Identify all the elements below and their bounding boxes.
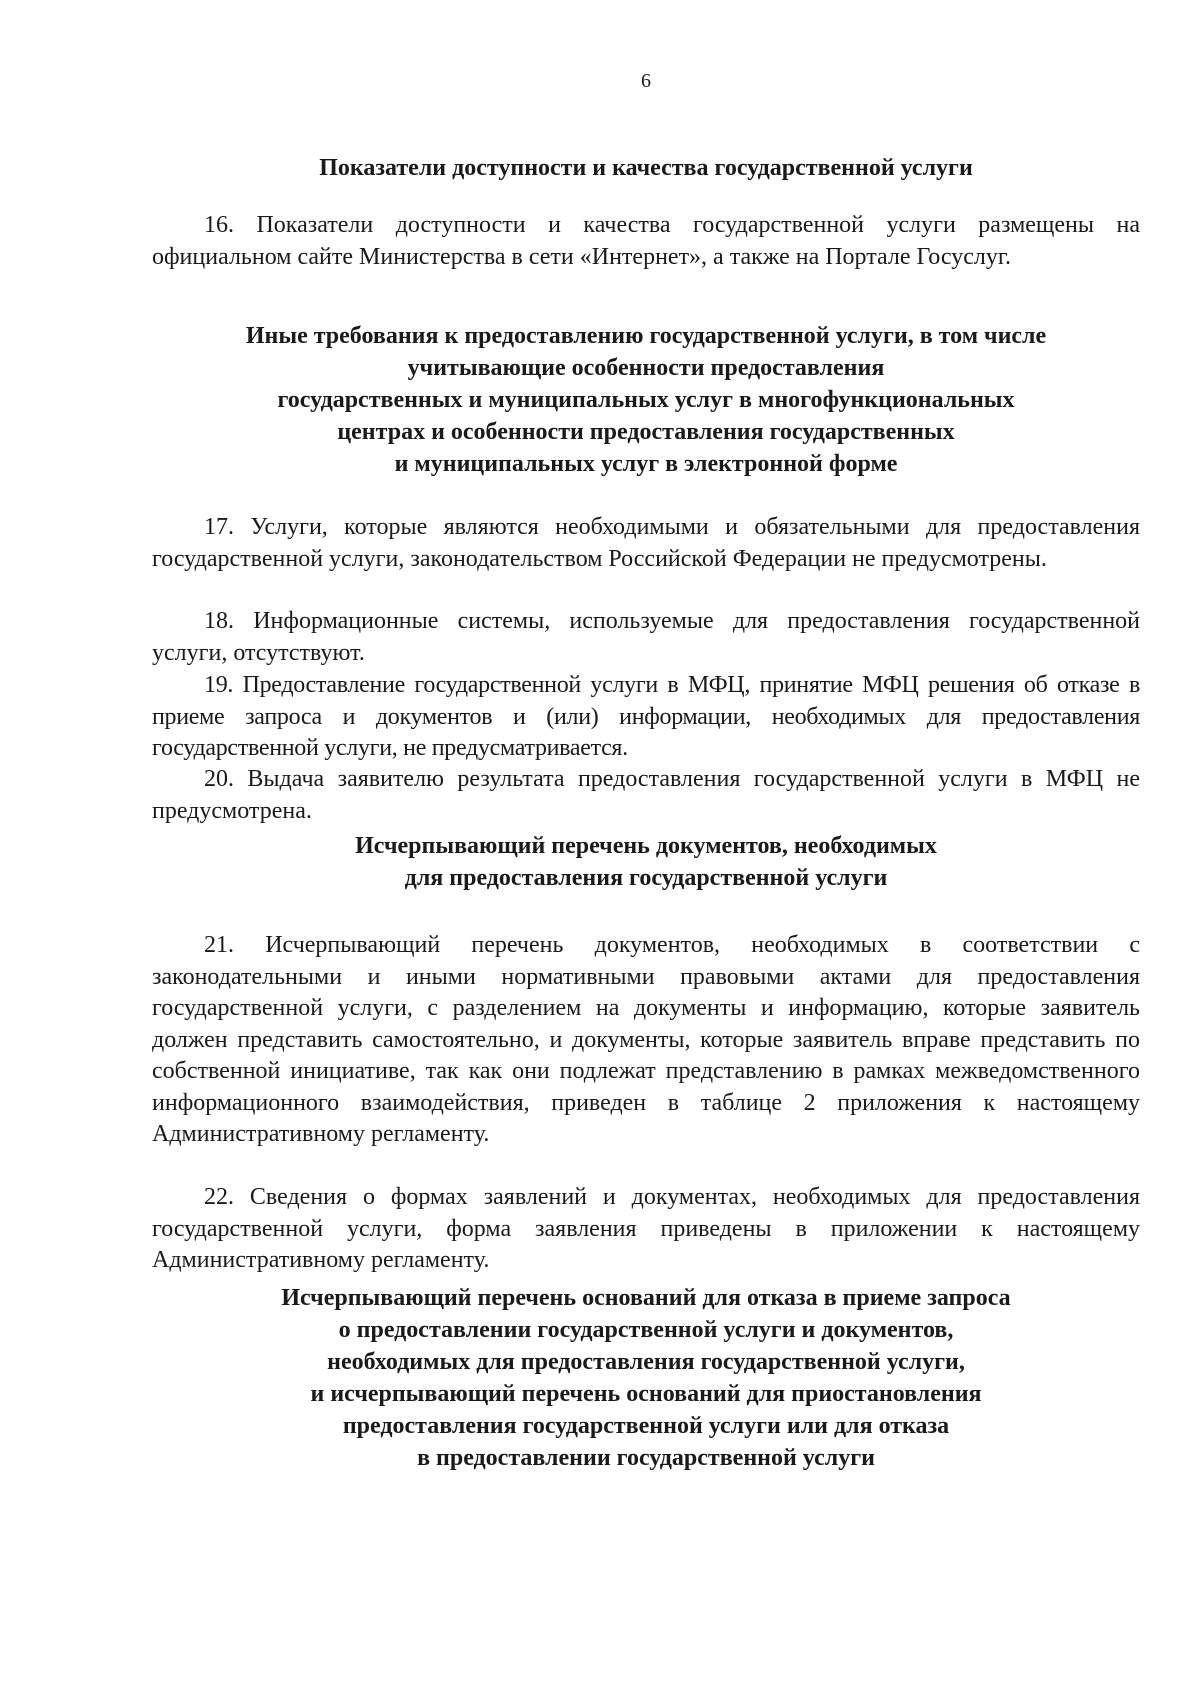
heading-line: учитывающие особенности предоставления [407, 355, 885, 381]
heading-line: Исчерпывающий перечень документов, необходимых [355, 833, 937, 859]
heading-line: центрах и особенности предоставления государственных [337, 419, 955, 445]
heading-line: в предоставлении государственной услуги [417, 1445, 875, 1471]
heading-line: Показатели доступности и качества государственной услуги [319, 155, 973, 181]
heading-line: Исчерпывающий перечень оснований для отказа в приеме запроса [281, 1285, 1011, 1311]
heading-line: Иные требования к предоставлению государственной услуги, в том числе [245, 323, 1047, 349]
section-heading-other-requirements [152, 320, 1140, 480]
section-heading-accessibility [152, 152, 1140, 184]
paragraph-18: 18. Информационные системы, используемые для предоставления государственной услуги, отсутствуют. [152, 608, 1140, 666]
paragraph-22: 22. Сведения о формах заявлений и документах, необходимых для предоставления государственной услуги, форма заявления приведены в приложении к настоящему Административному регламенту. [152, 1184, 1140, 1273]
heading-line: государственных и муниципальных услуг в многофункциональных [277, 387, 1015, 413]
heading-line: и муниципальных услуг в электронной форме [394, 451, 898, 477]
heading-line: предоставления государственной услуги или для отказа [342, 1413, 950, 1439]
paragraph-19: 19. Предоставление государственной услуги в МФЦ, принятие МФЦ решения об отказе в приеме запроса и документов и (или) информации, необходимых для предоставления государственной услуги, не предусматривается. [152, 672, 1140, 761]
heading-line: и исчерпывающий перечень оснований для приостановления [310, 1381, 982, 1407]
section-heading-documents-list [152, 830, 1140, 894]
paragraph-17: 17. Услуги, которые являются необходимыми и обязательными для предоставления государственной услуги, законодательством Российской Федерации не предусмотрены. [152, 514, 1140, 572]
heading-line: для предоставления государственной услуги [404, 865, 888, 891]
section-heading-refusal-grounds [152, 1282, 1140, 1474]
paragraph-16: 16. Показатели доступности и качества государственной услуги размещены на официальном сайте Министерства в сети «Интернет», а также на Портале Госуслуг. [152, 212, 1140, 270]
paragraph-20: 20. Выдача заявителю результата предоставления государственной услуги в МФЦ не предусмотрена. [152, 766, 1140, 824]
page-number: 6 [641, 70, 651, 92]
heading-line: о предоставлении государственной услуги и документов, [338, 1317, 954, 1343]
paragraph-21: 21. Исчерпывающий перечень документов, необходимых в соответствии с законодательными и иными нормативными правовыми актами для предоставления государственной услуги, с разделением на документы и информацию, которые заявитель должен представить самостоятельно, и документы, которые заявитель вправе представить по собственной инициативе, так как они подлежат представлению в рамках межведомственного информационного взаимодействия, приведен в таблице 2 приложения к настоящему Административному регламенту. [152, 932, 1140, 1147]
heading-line: необходимых для предоставления государственной услуги, [327, 1349, 965, 1375]
